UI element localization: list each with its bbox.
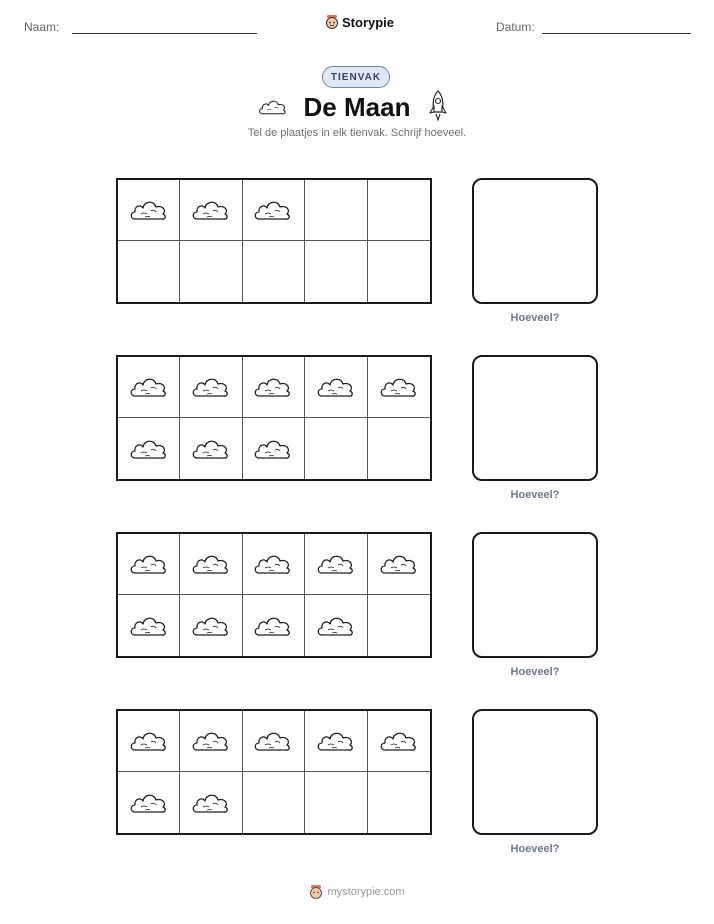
brand-name: Storypie xyxy=(342,14,395,30)
page-title: De Maan xyxy=(303,92,411,122)
answer-label-1: Hoeveel? xyxy=(510,312,560,324)
storypie-logo-icon xyxy=(309,884,323,900)
cloud-icon xyxy=(316,551,356,577)
frame-cell xyxy=(118,595,180,656)
cloud-icon xyxy=(129,551,169,577)
cloud-icon xyxy=(129,728,169,754)
cloud-icon xyxy=(191,728,231,754)
date-line[interactable] xyxy=(542,33,691,34)
cloud-icon xyxy=(129,613,169,639)
frame-cell xyxy=(368,241,430,302)
frame-cell xyxy=(118,180,180,241)
cloud-icon xyxy=(316,728,356,754)
answer-label-4: Hoeveel? xyxy=(510,843,560,855)
date-label: Datum: xyxy=(496,20,535,34)
frame-cell xyxy=(243,357,305,418)
frame-cell xyxy=(180,534,242,595)
cloud-icon xyxy=(129,197,169,223)
cloud-icon xyxy=(253,728,293,754)
cloud-icon xyxy=(191,436,231,462)
frame-cell xyxy=(243,711,305,772)
cloud-icon xyxy=(253,197,293,223)
frame-cell xyxy=(305,772,367,833)
frame-cell xyxy=(305,595,367,656)
frame-cell xyxy=(305,418,367,479)
ten-frame-1 xyxy=(116,178,432,304)
footer-url: mystorypie.com xyxy=(327,886,405,898)
frame-cell xyxy=(243,534,305,595)
frame-cell xyxy=(368,772,430,833)
cloud-icon xyxy=(379,728,419,754)
cloud-icon xyxy=(379,374,419,400)
cloud-icon xyxy=(191,374,231,400)
rocket-icon xyxy=(429,90,447,122)
cloud-icon xyxy=(316,374,356,400)
answer-box-1[interactable] xyxy=(472,178,598,304)
cloud-icon xyxy=(191,197,231,223)
frame-cell xyxy=(180,711,242,772)
cloud-icon xyxy=(253,374,293,400)
answer-label-3: Hoeveel? xyxy=(510,666,560,678)
frame-cell xyxy=(118,711,180,772)
cloud-icon xyxy=(253,613,293,639)
frame-cell xyxy=(305,534,367,595)
name-line[interactable] xyxy=(72,33,257,34)
frame-cell xyxy=(305,357,367,418)
frame-cell xyxy=(180,180,242,241)
frame-cell xyxy=(368,595,430,656)
category-badge: TIENVAK xyxy=(322,66,390,88)
frame-cell xyxy=(243,595,305,656)
ten-frame-3 xyxy=(116,532,432,658)
frame-cell xyxy=(305,241,367,302)
cloud-icon xyxy=(191,551,231,577)
frame-cell xyxy=(243,180,305,241)
cloud-icon xyxy=(253,551,293,577)
frame-cell xyxy=(305,180,367,241)
answer-box-2[interactable] xyxy=(472,355,598,481)
answer-box-4[interactable] xyxy=(472,709,598,835)
cloud-icon xyxy=(316,613,356,639)
instructions: Tel de plaatjes in elk tienvak. Schrijf hoeveel. xyxy=(247,127,467,139)
name-label: Naam: xyxy=(24,20,60,34)
footer xyxy=(0,884,714,900)
frame-cell xyxy=(180,418,242,479)
frame-cell xyxy=(180,772,242,833)
frame-cell xyxy=(180,241,242,302)
frame-cell xyxy=(368,711,430,772)
cloud-icon xyxy=(253,436,293,462)
answer-box-3[interactable] xyxy=(472,532,598,658)
cloud-icon xyxy=(191,790,231,816)
ten-frame-4 xyxy=(116,709,432,835)
frame-cell xyxy=(368,357,430,418)
answer-label-2: Hoeveel? xyxy=(510,489,560,501)
frame-cell xyxy=(118,357,180,418)
cloud-icon xyxy=(379,551,419,577)
frame-cell xyxy=(118,241,180,302)
frame-cell xyxy=(243,772,305,833)
ten-frame-2 xyxy=(116,355,432,481)
frame-cell xyxy=(368,418,430,479)
cloud-icon xyxy=(129,790,169,816)
cloud-icon xyxy=(129,436,169,462)
frame-cell xyxy=(243,418,305,479)
brand-logo xyxy=(325,14,394,30)
cloud-icon xyxy=(129,374,169,400)
storypie-logo-icon xyxy=(325,14,339,30)
frame-cell xyxy=(305,711,367,772)
frame-cell xyxy=(180,595,242,656)
frame-cell xyxy=(180,357,242,418)
frame-cell xyxy=(243,241,305,302)
frame-cell xyxy=(118,534,180,595)
frame-cell xyxy=(118,772,180,833)
frame-cell xyxy=(368,180,430,241)
cloud-icon xyxy=(191,613,231,639)
frame-cell xyxy=(368,534,430,595)
frame-cell xyxy=(118,418,180,479)
